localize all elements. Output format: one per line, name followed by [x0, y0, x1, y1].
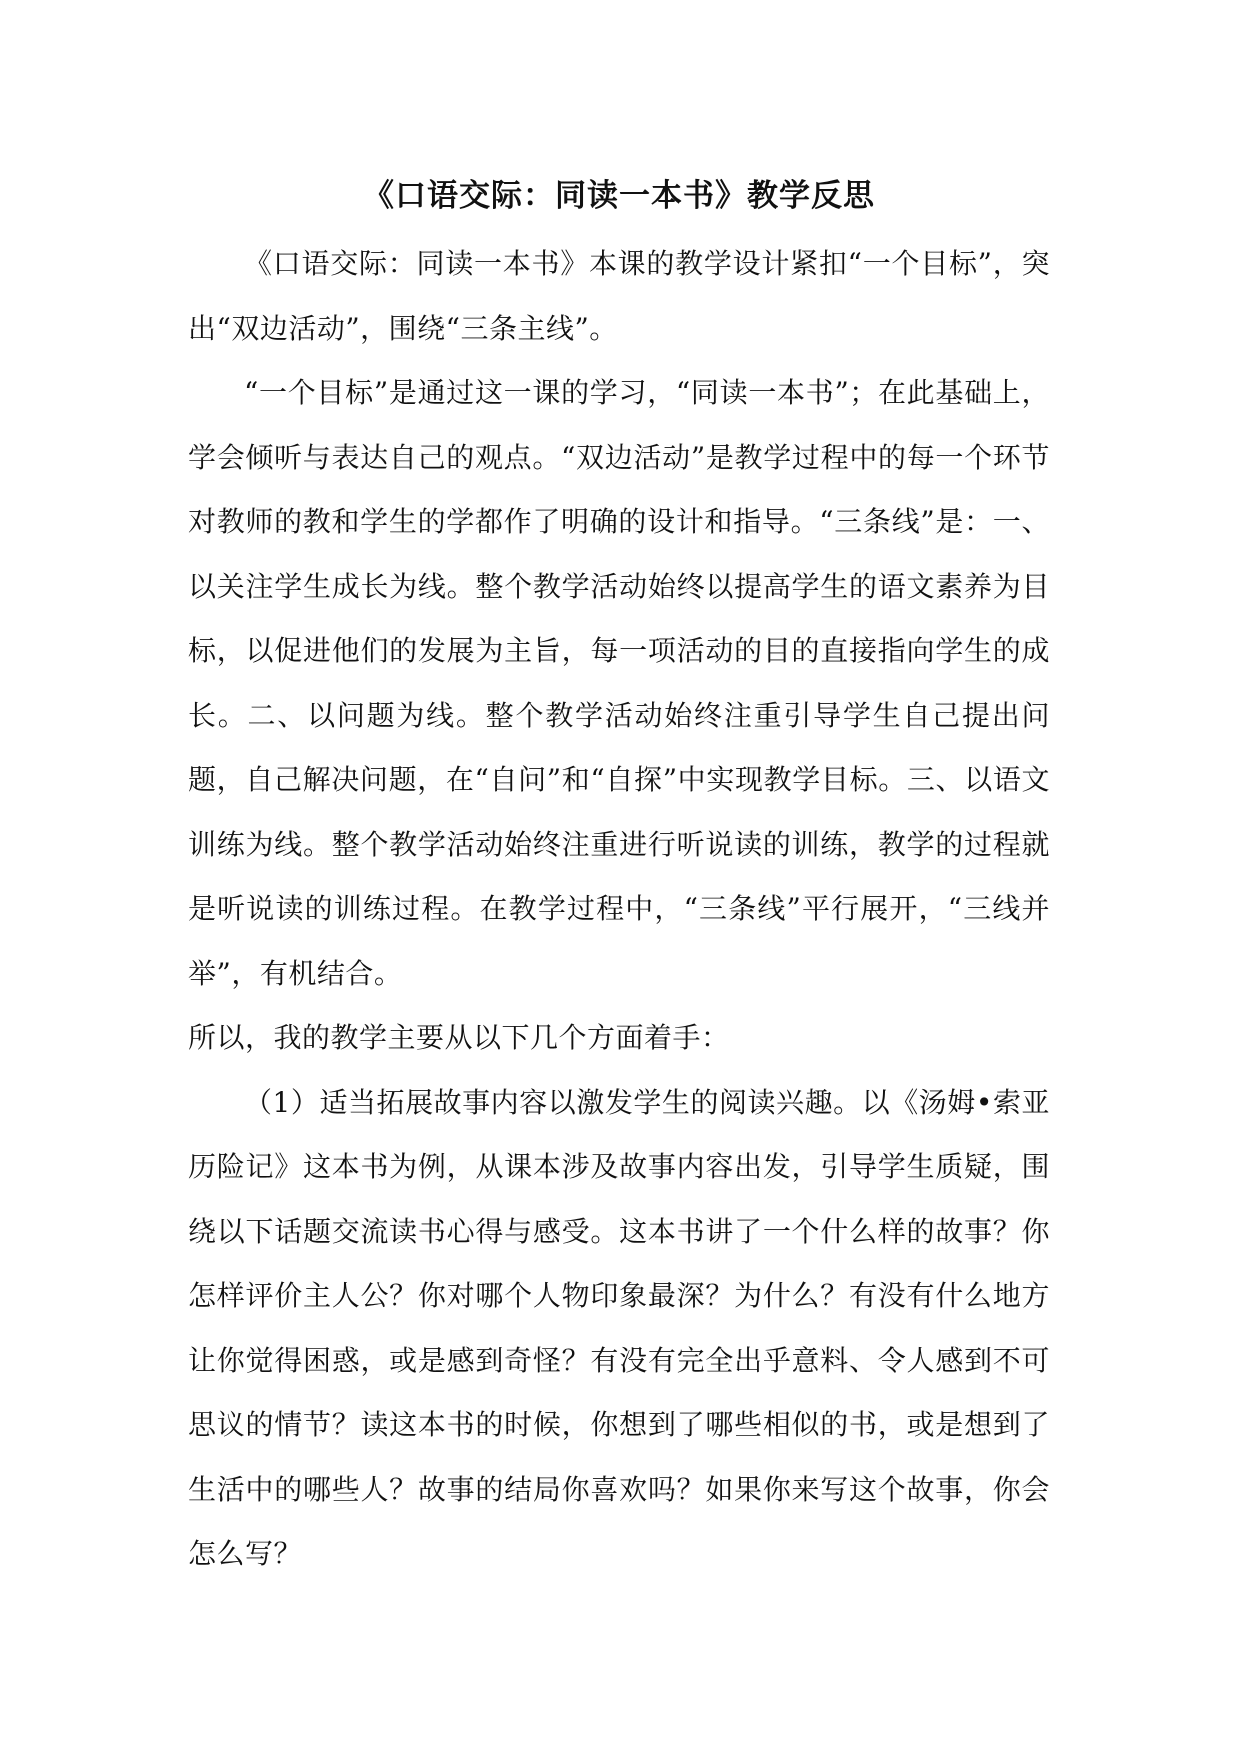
document-body	[188, 168, 1050, 1587]
paragraph-approach: 所以，我的教学主要从以下几个方面着手：	[188, 1021, 730, 1054]
paragraph-intro: 《口语交际：同读一本书》本课的教学设计紧扣“一个目标”，突出“双边活动”，围绕“三条主线”。	[188, 247, 1050, 345]
paragraph-three-lines: “一个目标”是通过这一课的学习，“同读一本书”；在此基础上，学会倾听与表达自己的观点。“双边活动”是教学过程中的每一个环节对教师的教和学生的学都作了明确的设计和指导。“三条线”是：一、以关注学生成长为线。整个教学活动始终以提高学生的语文素养为目标，以促进他们的发展为主旨，每一项活动的目的直接指向学生的成长。二、以问题为线。整个教学活动始终注重引导学生自己提出问题，自己解决问题，在“自问”和“自探”中实现教学目标。三、以语文训练为线。整个教学活动始终注重进行听说读的训练，教学的过程就是听说读的训练过程。在教学过程中，“三条线”平行展开，“三线并举”，有机结合。	[188, 376, 1050, 990]
paragraph-point-1: （1）适当拓展故事内容以激发学生的阅读兴趣。以《汤姆•索亚历险记》这本书为例，从课本涉及故事内容出发，引导学生质疑，围绕以下话题交流读书心得与感受。这本书讲了一个什么样的故事？你怎样评价主人公？你对哪个人物印象最深？为什么？有没有什么地方让你觉得困惑，或是感到奇怪？有没有完全出乎意料、令人感到不可思议的情节？读这本书的时候，你想到了哪些相似的书，或是想到了生活中的哪些人？故事的结局你喜欢吗？如果你来写这个故事，你会怎么写？	[188, 1085, 1050, 1570]
document-title: 《口语交际：同读一本书》教学反思	[363, 178, 875, 214]
